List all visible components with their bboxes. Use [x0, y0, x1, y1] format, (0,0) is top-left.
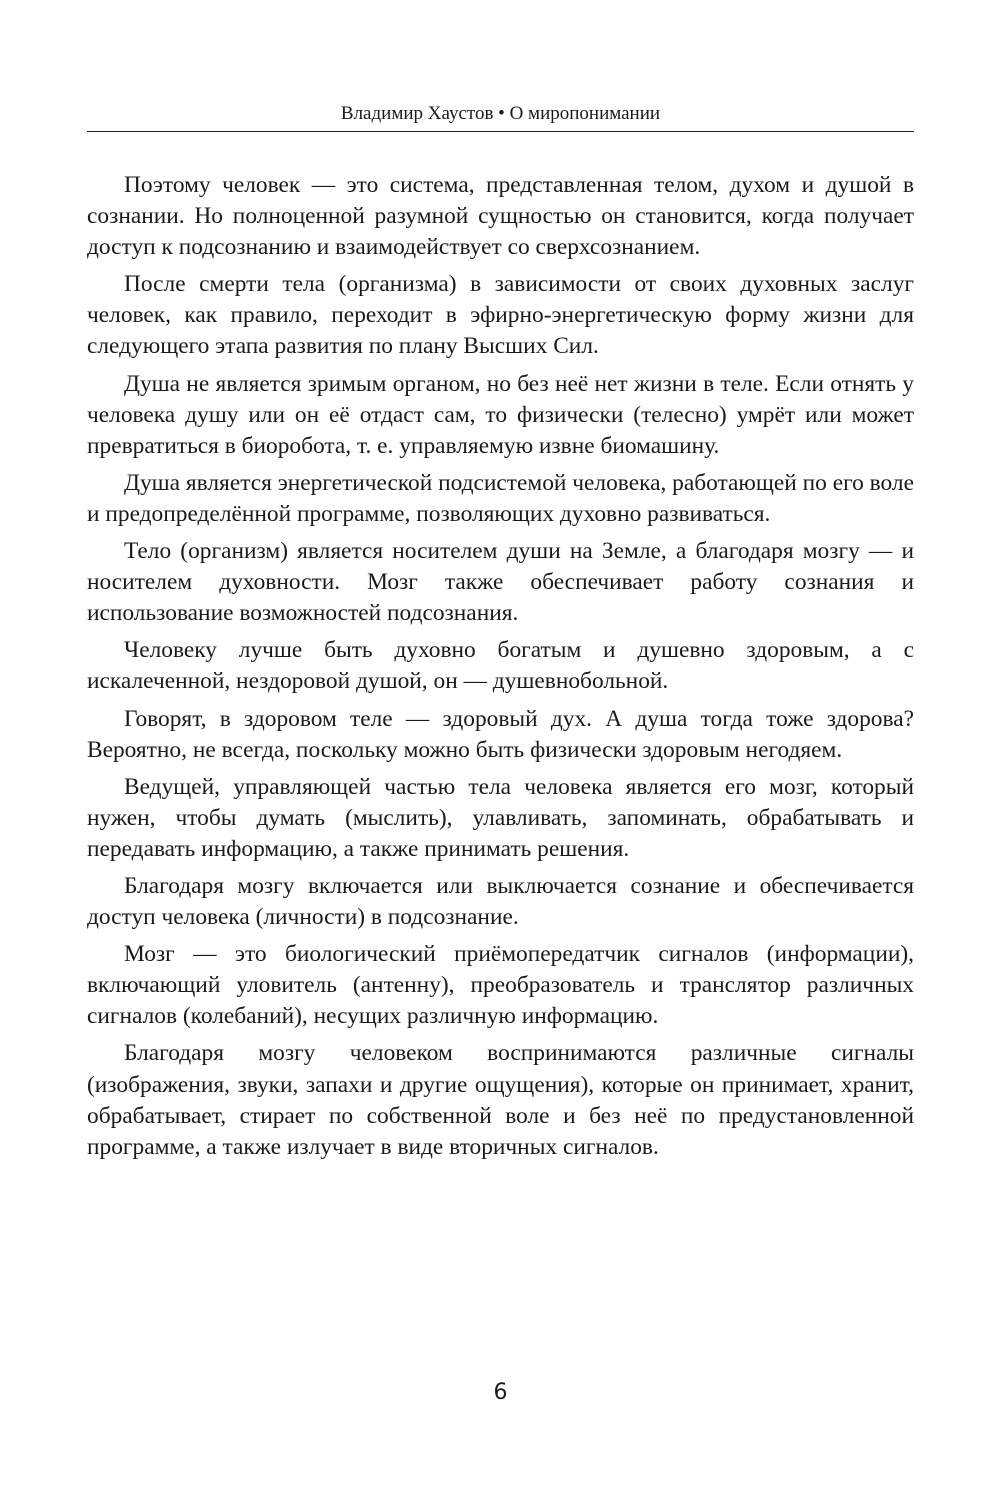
- paragraph-2: После смерти тела (организма) в зависимости от своих духовных заслуг человек, как правило, переходит в эфирно-энергетическую форму жизни для следующего этапа развития по плану Высших Сил.: [87, 271, 914, 360]
- paragraph-1: Поэтому человек — это система, представленная телом, духом и душой в сознании. Но полноценной разумной сущностью он становится, когда получает доступ к подсознанию и взаимодействует со сверхсознанием.: [87, 172, 914, 261]
- paragraph-10: Мозг — это биологический приёмопередатчик сигналов (информации), включающий уловитель (антенну), преобразователь и транслятор различных сигналов (колебаний), несущих различную информацию.: [87, 941, 914, 1030]
- page-number: 6: [493, 1380, 508, 1405]
- paragraph-3: Душа не является зримым органом, но без неё нет жизни в теле. Если отнять у человека душу или он её отдаст сам, то физически (телесно) умрёт или может превратиться в биоробота, т. е. управляемую извне биомашину.: [87, 370, 914, 459]
- paragraph-8: Ведущей, управляющей частью тела человека является его мозг, который нужен, чтобы думать (мыслить), улавливать, запоминать, обрабатывать и передавать информацию, а также принимать решения.: [87, 773, 914, 862]
- paragraph-9: Благодаря мозгу включается или выключается сознание и обеспечивается доступ человека (личности) в подсознание.: [87, 872, 914, 931]
- paragraph-4: Душа является энергетической подсистемой человека, работающей по его воле и предопределённой программе, позволяющих духовно развиваться.: [87, 469, 914, 527]
- header-divider: [87, 131, 914, 132]
- body-text: [87, 170, 914, 1169]
- paragraph-7: Говорят, в здоровом теле — здоровый дух. А душа тогда тоже здорова? Вероятно, не всегда, поскольку можно быть физически здоровым негодяем.: [87, 705, 914, 763]
- running-header: Владимир Хаустов • О миропонимании: [340, 103, 661, 124]
- paragraph-5: Тело (организм) является носителем души на Земле, а благодаря мозгу — и носителем духовности. Мозг также обеспечивает работу сознания и использование возможностей подсознания.: [87, 538, 914, 627]
- paragraph-6: Человеку лучше быть духовно богатым и душевно здоровым, а с искалеченной, нездоровой душой, он — душевнобольной.: [87, 637, 914, 695]
- paragraph-11: Благодаря мозгу человеком воспринимаются различные сигналы (изображения, звуки, запахи и другие ощущения), которые он принимает, хранит, обрабатывает, стирает по собственной воле и без неё по предустановленной программе, а также излучает в виде вторичных сигналов.: [87, 1040, 914, 1160]
